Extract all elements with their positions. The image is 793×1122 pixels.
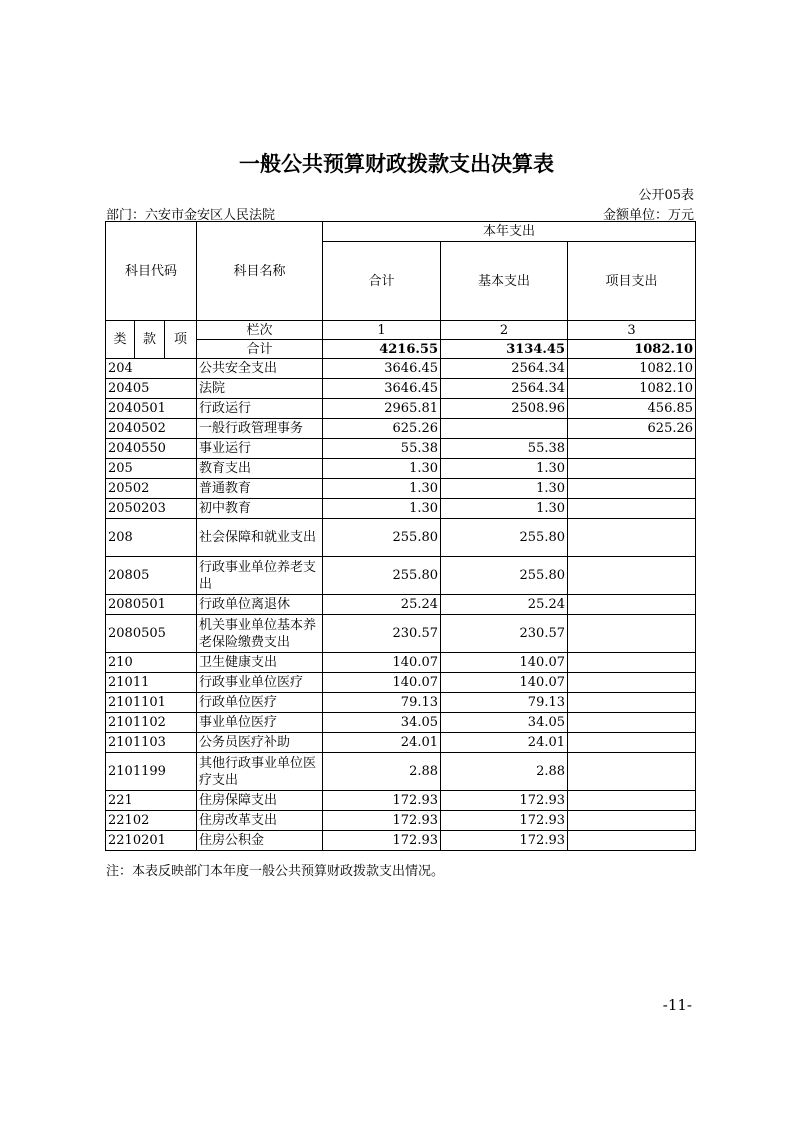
- cell-code: 2080505: [106, 615, 197, 653]
- cell-basic: 172.93: [441, 811, 568, 831]
- cell-name: 社会保障和就业支出: [197, 519, 323, 557]
- cell-code: 2101101: [106, 693, 197, 713]
- column-number-1: 1: [323, 321, 441, 340]
- cell-name: 初中教育: [197, 499, 323, 519]
- cell-total: 140.07: [323, 673, 441, 693]
- table-row: [106, 459, 696, 479]
- column-number-3: 3: [568, 321, 696, 340]
- cell-project: [568, 693, 696, 713]
- cell-total: 140.07: [323, 653, 441, 673]
- cell-basic: 1.30: [441, 479, 568, 499]
- table-row: [106, 713, 696, 733]
- cell-code: 204: [106, 359, 197, 379]
- cell-total: 172.93: [323, 811, 441, 831]
- table-row: [106, 359, 696, 379]
- header-basic: 基本支出: [441, 242, 568, 321]
- cell-total: 2965.81: [323, 399, 441, 419]
- header-current-year: 本年支出: [323, 222, 696, 242]
- cell-total: 2.88: [323, 753, 441, 791]
- cell-total: 172.93: [323, 831, 441, 851]
- cell-basic: 79.13: [441, 693, 568, 713]
- cell-total: 24.01: [323, 733, 441, 753]
- table-row: [106, 615, 696, 653]
- page-number: -11-: [662, 996, 692, 1014]
- header-total: 合计: [323, 242, 441, 321]
- cell-total: 79.13: [323, 693, 441, 713]
- cell-project: 456.85: [568, 399, 696, 419]
- cell-code: 2040502: [106, 419, 197, 439]
- header-project: 项目支出: [568, 242, 696, 321]
- cell-total: 1.30: [323, 499, 441, 519]
- total-row-basic: 3134.45: [441, 340, 568, 359]
- table-row: [106, 693, 696, 713]
- page-title: 一般公共预算财政拨款支出决算表: [239, 152, 554, 176]
- cell-code: 22102: [106, 811, 197, 831]
- table-row: [106, 499, 696, 519]
- cell-total: 255.80: [323, 519, 441, 557]
- cell-name: 其他行政事业单位医疗支出: [197, 753, 323, 791]
- total-row-total: 4216.55: [323, 340, 441, 359]
- cell-code: 2101102: [106, 713, 197, 733]
- header-kuan: 款: [135, 321, 165, 359]
- cell-code: 2080501: [106, 595, 197, 615]
- total-row-project: 1082.10: [568, 340, 696, 359]
- cell-project: 625.26: [568, 419, 696, 439]
- header-code: 科目代码: [106, 222, 197, 321]
- cell-name: 事业运行: [197, 439, 323, 459]
- cell-project: [568, 519, 696, 557]
- cell-project: [568, 753, 696, 791]
- cell-name: 机关事业单位基本养老保险缴费支出: [197, 615, 323, 653]
- table-row: [106, 733, 696, 753]
- cell-basic: 55.38: [441, 439, 568, 459]
- cell-name: 法院: [197, 379, 323, 399]
- cell-code: 2101103: [106, 733, 197, 753]
- cell-project: [568, 557, 696, 595]
- cell-name: 住房公积金: [197, 831, 323, 851]
- cell-basic: 140.07: [441, 673, 568, 693]
- cell-code: 2050203: [106, 499, 197, 519]
- cell-project: [568, 595, 696, 615]
- cell-total: 1.30: [323, 459, 441, 479]
- cell-project: [568, 791, 696, 811]
- cell-name: 事业单位医疗: [197, 713, 323, 733]
- cell-project: [568, 831, 696, 851]
- table-row: [106, 753, 696, 791]
- table-row: [106, 399, 696, 419]
- cell-project: [568, 653, 696, 673]
- cell-basic: 255.80: [441, 519, 568, 557]
- cell-code: 205: [106, 459, 197, 479]
- header-xiang: 项: [165, 321, 197, 359]
- cell-basic: 172.93: [441, 831, 568, 851]
- cell-name: 行政事业单位医疗: [197, 673, 323, 693]
- cell-basic: 2564.34: [441, 379, 568, 399]
- cell-basic: 25.24: [441, 595, 568, 615]
- header-lanci: 栏次: [197, 321, 323, 340]
- cell-project: [568, 733, 696, 753]
- cell-name: 公务员医疗补助: [197, 733, 323, 753]
- cell-total: 3646.45: [323, 379, 441, 399]
- table-row: [106, 479, 696, 499]
- table-row: [106, 673, 696, 693]
- cell-basic: 255.80: [441, 557, 568, 595]
- cell-total: 1.30: [323, 479, 441, 499]
- header-lei: 类: [106, 321, 135, 359]
- table-row: [106, 791, 696, 811]
- cell-name: 一般行政管理事务: [197, 419, 323, 439]
- table-row: [106, 557, 696, 595]
- cell-project: [568, 673, 696, 693]
- cell-basic: 2564.34: [441, 359, 568, 379]
- table-row: [106, 653, 696, 673]
- cell-name: 住房保障支出: [197, 791, 323, 811]
- cell-basic: 34.05: [441, 713, 568, 733]
- cell-total: 230.57: [323, 615, 441, 653]
- cell-code: 2040501: [106, 399, 197, 419]
- cell-code: 210: [106, 653, 197, 673]
- cell-basic: [441, 419, 568, 439]
- table-row: [106, 379, 696, 399]
- column-number-2: 2: [441, 321, 568, 340]
- cell-code: 208: [106, 519, 197, 557]
- table-row: [106, 811, 696, 831]
- cell-total: 3646.45: [323, 359, 441, 379]
- table-row: [106, 519, 696, 557]
- cell-total: 255.80: [323, 557, 441, 595]
- form-number: 公开05表: [638, 188, 694, 203]
- cell-total: 55.38: [323, 439, 441, 459]
- cell-project: [568, 459, 696, 479]
- table-row: [106, 831, 696, 851]
- cell-basic: 1.30: [441, 459, 568, 479]
- cell-code: 2101199: [106, 753, 197, 791]
- cell-code: 20405: [106, 379, 197, 399]
- amount-unit: 金额单位：万元: [602, 208, 694, 223]
- cell-basic: 2508.96: [441, 399, 568, 419]
- cell-code: 2040550: [106, 439, 197, 459]
- cell-name: 行政运行: [197, 399, 323, 419]
- cell-basic: 1.30: [441, 499, 568, 519]
- cell-basic: 230.57: [441, 615, 568, 653]
- cell-name: 行政单位医疗: [197, 693, 323, 713]
- cell-code: 21011: [106, 673, 197, 693]
- cell-name: 公共安全支出: [197, 359, 323, 379]
- header-name: 科目名称: [197, 222, 323, 321]
- cell-project: 1082.10: [568, 379, 696, 399]
- cell-project: [568, 615, 696, 653]
- table-row: [106, 439, 696, 459]
- cell-basic: 172.93: [441, 791, 568, 811]
- cell-name: 住房改革支出: [197, 811, 323, 831]
- cell-code: 221: [106, 791, 197, 811]
- budget-table: [105, 221, 696, 851]
- cell-basic: 24.01: [441, 733, 568, 753]
- cell-code: 20805: [106, 557, 197, 595]
- cell-project: [568, 811, 696, 831]
- department-label: 部门：六安市金安区人民法院: [106, 208, 276, 223]
- table-row: [106, 595, 696, 615]
- cell-name: 普通教育: [197, 479, 323, 499]
- cell-project: 1082.10: [568, 359, 696, 379]
- cell-project: [568, 479, 696, 499]
- cell-project: [568, 713, 696, 733]
- cell-total: 25.24: [323, 595, 441, 615]
- cell-code: 2210201: [106, 831, 197, 851]
- cell-basic: 140.07: [441, 653, 568, 673]
- cell-basic: 2.88: [441, 753, 568, 791]
- total-row-label: 合计: [197, 340, 323, 359]
- cell-total: 625.26: [323, 419, 441, 439]
- table-row: [106, 419, 696, 439]
- cell-total: 172.93: [323, 791, 441, 811]
- table-note: 注：本表反映部门本年度一般公共预算财政拨款支出情况。: [106, 864, 445, 879]
- cell-name: 卫生健康支出: [197, 653, 323, 673]
- cell-code: 20502: [106, 479, 197, 499]
- cell-name: 教育支出: [197, 459, 323, 479]
- cell-name: 行政单位离退休: [197, 595, 323, 615]
- cell-total: 34.05: [323, 713, 441, 733]
- cell-project: [568, 439, 696, 459]
- cell-project: [568, 499, 696, 519]
- cell-name: 行政事业单位养老支出: [197, 557, 323, 595]
